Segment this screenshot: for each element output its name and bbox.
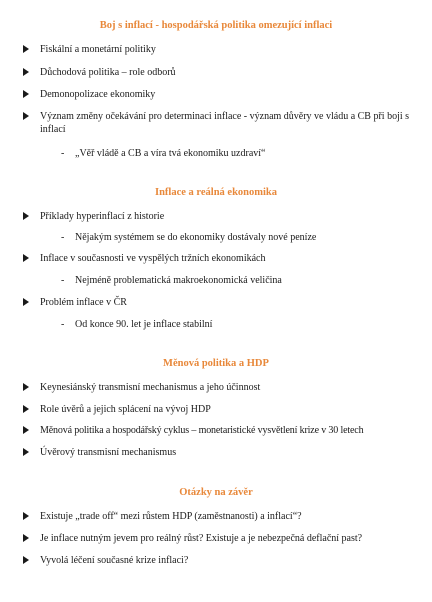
dash-bullet: - bbox=[61, 232, 65, 243]
arrow-bullet-icon bbox=[23, 556, 29, 564]
section-heading-menova-politika-a-hdp: Měnová politika a HDP bbox=[163, 358, 269, 369]
arrow-bullet-icon bbox=[23, 90, 29, 98]
arrow-bullet-icon bbox=[23, 45, 29, 53]
dash-bullet: - bbox=[61, 319, 65, 330]
arrow-bullet-icon bbox=[23, 68, 29, 76]
arrow-bullet-icon bbox=[23, 405, 29, 413]
document-page: Boj s inflací - hospodářská politika omezující inflaci Fiskální a monetární politiky Důchodová politika – role odborů Demonopolizace ekonomiky Význam změny očekávání pro determinaci inflace - význam důvěry ve vládu a CB při boji s inflací - „Věř vládě a CB a víra tvá ekonomiku uzdraví“ Inflace a reálná ekonomika Příklady hyperinflací z historie - Nějakým systémem se do ekonomiky dostávaly nové peníze Inflace v současnosti ve vyspělých tržních ekonomikách - Nejméně problematická makroekonomická veličina Problém inflace v ČR - Od konce 90. let je inflace stabilní Měnová politika a HDP Keynesiánský transmisní mechanismus a jeho účinnost Role úvěrů a jejich splácení na vývoj HDP Měnová politika a hospodářský cyklus – monetaristické vysvětlení krize v 30 letech Úvěrový transmisní mechanismus Otázky na závěr Existuje „trade off“ mezi růstem HDP (zaměstnanosti) a inflací“? Je inflace nutným jevem pro reálný růst? Existuje a je nebezpečná deflační past? Vyvolá léčení současné krize inflaci? bbox=[0, 0, 432, 602]
arrow-bullet-icon bbox=[23, 298, 29, 306]
arrow-bullet-icon bbox=[23, 512, 29, 520]
section-heading-boj-s-inflaci: Boj s inflací - hospodářská politika omezující inflaci bbox=[99, 20, 333, 31]
arrow-bullet-icon bbox=[23, 112, 29, 120]
dash-bullet: - bbox=[61, 275, 65, 286]
section-heading-inflace-a-realna-ekonomika: Inflace a reálná ekonomika bbox=[154, 187, 278, 198]
arrow-bullet-icon bbox=[23, 534, 29, 542]
arrow-bullet-icon bbox=[23, 383, 29, 391]
arrow-bullet-icon bbox=[23, 254, 29, 262]
arrow-bullet-icon bbox=[23, 212, 29, 220]
arrow-bullet-icon bbox=[23, 448, 29, 456]
dash-bullet: - bbox=[61, 148, 65, 159]
section-heading-otazky-na-zaver: Otázky na závěr bbox=[179, 487, 253, 498]
arrow-bullet-icon bbox=[23, 426, 29, 434]
